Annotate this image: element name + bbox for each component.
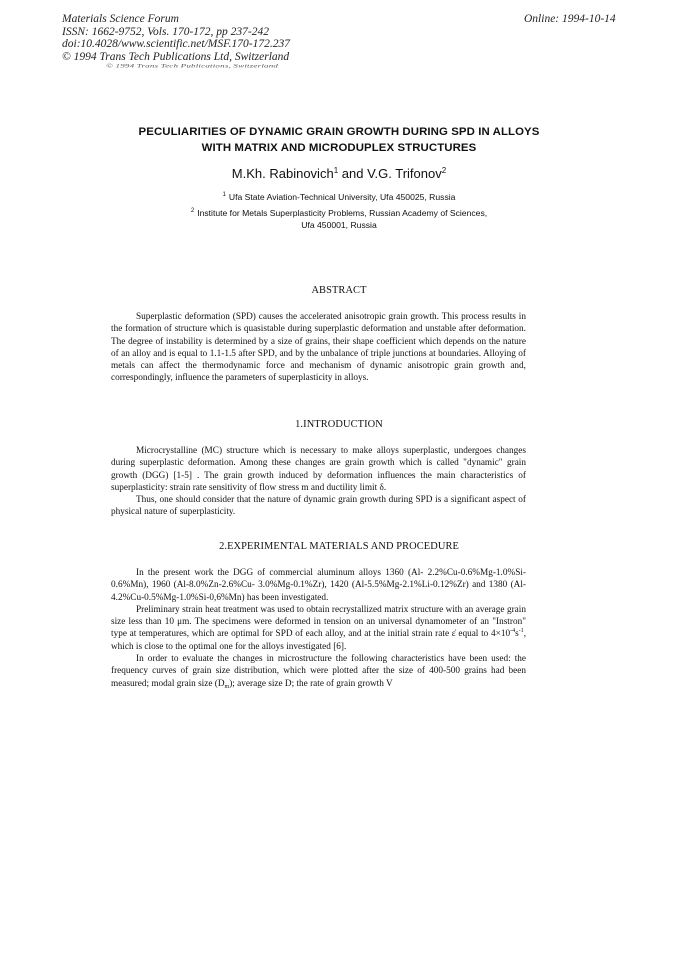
online-date: Online: 1994-10-14 [524, 13, 616, 25]
paragraph-text: Preliminary strain heat treatment was used to obtain recrystallized matrix structure with an average grain size less than 10 μm. The specimens were deformed in tension on an universal dynamometer of an "Instron" type at temperatures, which are optimal for SPD of each alloy, and at the initial strain rate ε̇ equal to 4×10 [111, 604, 526, 640]
introduction-paragraph: Microcrystalline (MC) structure which is necessary to make alloys superplastic, undergoes changes during superplastic deformation. Among these changes are grain growth which is called "dynamic" grain growth (DGG) [1-5] . The grain growth induced by deformation influences the main characteristics of superplasticity: strain rate sensitivity of flow stress m and ductility limit δ. [111, 446, 526, 493]
exponent: -1 [518, 628, 524, 635]
exponent: -4 [510, 628, 516, 635]
abstract-body [111, 311, 526, 385]
introduction-paragraph: Thus, one should consider that the nature of dynamic grain growth during SPD is a significant aspect of physical nature of superplasticity. [111, 495, 526, 518]
affiliation-mark: 1 [333, 166, 339, 175]
paper-title [0, 125, 678, 156]
affiliation-mark: 1 [222, 192, 226, 198]
author-name: V.G. Trifonov [367, 166, 442, 181]
journal-header [62, 13, 290, 63]
experimental-paragraph [111, 653, 526, 690]
author-joiner: and [338, 166, 368, 181]
journal-name: Materials Science Forum [62, 13, 179, 25]
title-line-2: WITH MATRIX AND MICRODUPLEX STRUCTURES [201, 141, 477, 154]
paragraph-text: s [515, 629, 519, 640]
abstract-heading: ABSTRACT [311, 285, 367, 296]
title-line-1: PECULIARITIES OF DYNAMIC GRAIN GROWTH DURING SPD IN ALLOYS [138, 126, 540, 138]
paragraph-text: , which is close to the optimal one for the alloys investigated [6]. [111, 629, 526, 652]
experimental-paragraph [111, 604, 526, 653]
author-list [0, 166, 678, 181]
paragraph-text: ); average size D; the rate of grain growth V [229, 678, 393, 689]
experimental-heading: 2.EXPERIMENTAL MATERIALS AND PROCEDURE [219, 541, 459, 552]
affiliation-mark: 2 [441, 166, 447, 175]
affiliation-text: Institute for Metals Superplasticity Problems, Russian Academy of Sciences, [197, 208, 488, 218]
doi-line: doi:10.4028/www.scientific.net/MSF.170-172.237 [62, 38, 290, 50]
affiliation-mark: 2 [190, 208, 195, 214]
affiliation-text: Ufa 450001, Russia [301, 219, 377, 230]
issn-line: ISSN: 1662-9752, Vols. 170-172, pp 237-242 [62, 25, 269, 38]
copyright-line: © 1994 Trans Tech Publications Ltd, Switzerland [62, 50, 290, 63]
affiliation-text: Ufa State Aviation-Technical University, Ufa 450025, Russia [228, 192, 456, 202]
introduction-body [111, 445, 526, 519]
affiliation-2 [0, 206, 678, 231]
experimental-paragraph: In the present work the DGG of commercial aluminum alloys 1360 (Al- 2.2%Cu-0.6%Mg-1.0%Si-0.6%Mn), 1960 (Al-8.0%Zn-2.6%Cu- 3.0%Mg-0.1%Zr), 1420 (Al-5.5%Mg-2.1%Li-0.12%Zr) and 1380 (Al-4.2%Cu-0.5%Mg-1.0%Si-0,6%Mn) has been investigated. [111, 568, 526, 603]
subscript: m [224, 683, 230, 690]
author-name: M.Kh. Rabinovich [231, 166, 334, 181]
experimental-body [111, 567, 526, 690]
affiliation-1 [0, 190, 678, 204]
paragraph-text: In order to evaluate the changes in microstructure the following characteristics have been used: the frequency curves of grain size distribution, which were plotted after the size of 400-500 grains had been measured; modal grain size (D [111, 654, 526, 689]
introduction-heading: 1.INTRODUCTION [295, 419, 383, 430]
abstract-paragraph: Superplastic deformation (SPD) causes the accelerated anisotropic grain growth. This process results in the formation of structure which is quasistable during superplastic deformation and unstable after deformation. The degree of instability is determined by a size of grains, their shape coefficient which depends on the nature of an alloy and is equal to 1.1-1.5 after SPD, and by the unbalance of triple junctions at boundaries. Alloying of metals can affect the thermodynamic force and mechanism of dynamic anisotropic grain growth and, correspondingly, influence the parameters of superplasticity in alloys. [111, 312, 526, 384]
faded-copyright: © 1994 Trans Tech Publications, Switzerland [106, 63, 279, 69]
